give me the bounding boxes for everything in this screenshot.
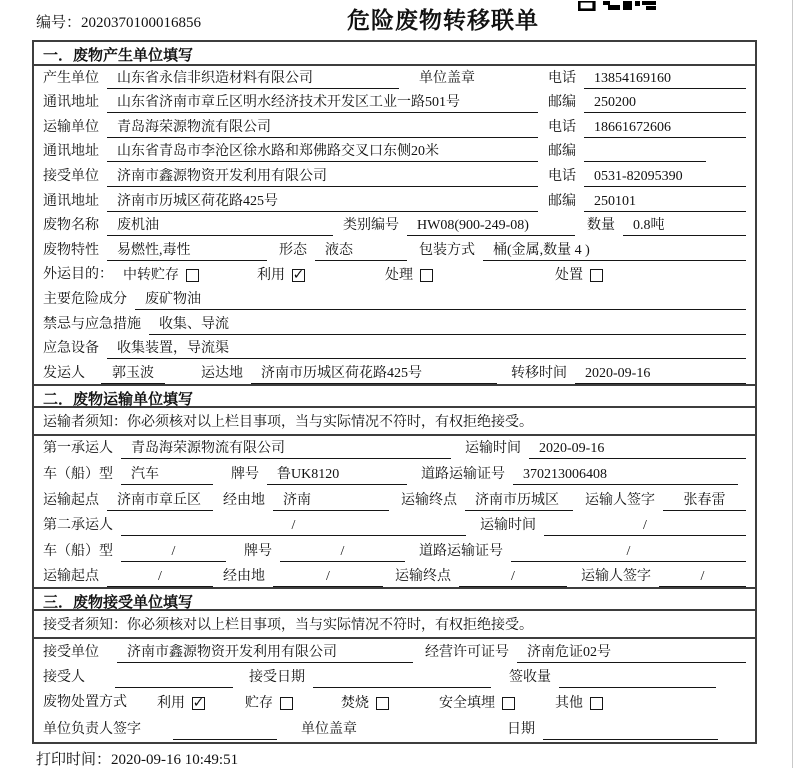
row-receiver-left: [43, 168, 548, 187]
row-first-route: [34, 487, 755, 513]
disposal-storage-checkbox: [280, 697, 293, 710]
second-carrier-sign-value: /: [659, 568, 746, 587]
disposal-option-other: [555, 695, 603, 712]
second-terminus-value: /: [459, 568, 567, 587]
row-waste-name: [34, 214, 755, 239]
shipper-value: 郭玉波: [101, 365, 165, 384]
document-number: [36, 11, 201, 32]
print-time: 打印时间：2020-09-16 10:49:51: [36, 752, 239, 768]
first-carrier-value: 青岛海荣源物流有限公司: [121, 440, 451, 459]
producer-value: 山东省永信非织造材料有限公司: [107, 70, 399, 89]
taboo-measures-label: 禁忌与应急措施: [43, 316, 141, 332]
row-accept-person: [34, 665, 755, 691]
second-via-value: /: [273, 568, 383, 587]
form-value: 液态: [315, 242, 407, 261]
disposal-incinerate-label: 焚烧: [341, 695, 369, 711]
waste-trait-label: 废物特性: [43, 242, 99, 258]
producer-zip-value: 250200: [584, 94, 746, 113]
row-producer-address-left: [43, 94, 548, 113]
row-waste-trait: [34, 238, 755, 263]
second-carrier-time-value: /: [544, 517, 746, 536]
first-carrier-label: 第一承运人: [43, 441, 113, 457]
purpose-dispose-label: 处置: [555, 267, 583, 283]
row-producer-left: [43, 70, 548, 89]
quantity-value: 0.8吨: [623, 217, 746, 236]
waste-name-label: 废物名称: [43, 218, 99, 234]
date-label: 日期: [507, 721, 535, 737]
row-taboo-measures: [34, 312, 755, 337]
business-permit-value: 济南危证02号: [517, 644, 746, 663]
unit-seal-label: 单位盖章: [419, 70, 475, 86]
transport-time-label: 运输时间: [480, 518, 536, 534]
row-second-carrier: [34, 513, 755, 539]
disposal-option-utilize: [157, 695, 205, 712]
second-carrier-value: /: [121, 517, 466, 536]
accept-date-value: [313, 670, 491, 688]
disposal-option-storage: [245, 695, 293, 712]
category-label: 类别编号: [343, 218, 399, 234]
disposal-method-label: 废物处置方式: [43, 694, 127, 710]
purpose-option-treat: [385, 267, 433, 284]
purpose-transfer-storage-label: 中转贮存: [123, 267, 179, 283]
quantity-label: 数量: [587, 218, 615, 234]
accept-person-value: [115, 670, 233, 688]
receiver-phone-value: 0531-82095390: [584, 168, 746, 187]
origin-label: 运输起点: [43, 492, 99, 508]
terminus-label: 运输终点: [395, 569, 451, 585]
origin-label: 运输起点: [43, 569, 99, 585]
first-plate-value: 鲁UK8120: [267, 466, 407, 485]
form-label: 形态: [279, 242, 307, 258]
row-receiver-address: [34, 189, 755, 214]
qr-code-fragment: [578, 0, 658, 10]
first-vehicle-type-value: 汽车: [121, 466, 213, 485]
producer-label: 产生单位: [43, 70, 99, 86]
row-receiver: [34, 164, 755, 189]
first-terminus-value: 济南市历城区: [465, 492, 573, 511]
road-permit-label: 道路运输证号: [421, 466, 505, 482]
receiver-phone-label: 电话: [548, 168, 576, 184]
terminus-label: 运输终点: [401, 492, 457, 508]
via-label: 经由地: [223, 569, 265, 585]
transporter-phone-label: 电话: [548, 119, 576, 135]
packaging-label: 包装方式: [419, 242, 475, 258]
row-hazard-component: [34, 287, 755, 312]
disposal-utilize-checkbox: [192, 694, 205, 711]
checkbox-mark: ✓: [292, 266, 305, 283]
hazard-component-value: 废矿物油: [135, 291, 746, 310]
disposal-option-landfill: [439, 695, 515, 712]
transporter-address-value: 山东省青岛市李沧区徐水路和郑佛路交叉口东侧20米: [107, 143, 538, 162]
taboo-measures-value: 收集、导流: [149, 316, 746, 335]
producer-phone-label: 电话: [548, 70, 576, 86]
transporter-address-label: 通讯地址: [43, 144, 99, 160]
purpose-treat-checkbox: [420, 269, 433, 282]
vehicle-type-label: 车（船）型: [43, 466, 113, 482]
producer-address-label: 通讯地址: [43, 95, 99, 111]
row-accept-unit: [34, 639, 755, 665]
row-transporter-left: [43, 119, 548, 138]
receipt-quantity-label: 签收量: [509, 670, 551, 686]
first-carrier-sign-value: 张春雷: [663, 492, 746, 511]
receiver-label: 接受单位: [43, 168, 99, 184]
receiver-address-label: 通讯地址: [43, 193, 99, 209]
category-value: HW08(900-249-08): [407, 217, 575, 236]
purpose-option-utilize: [257, 267, 305, 284]
destination-value: 济南市历城区荷花路425号: [251, 365, 497, 384]
row-second-route: [34, 564, 755, 590]
receipt-quantity-value: [559, 670, 716, 688]
document-number-value: 2020370100016856: [81, 15, 202, 31]
row-manager-sign: [34, 716, 755, 742]
second-carrier-label: 第二承运人: [43, 518, 113, 534]
disposal-other-checkbox: [590, 697, 603, 710]
transporter-zip-label: 邮编: [548, 144, 576, 160]
purpose-treat-label: 处理: [385, 267, 413, 283]
disposal-landfill-checkbox: [502, 697, 515, 710]
purpose-utilize-checkbox: [292, 266, 305, 283]
transporter-value: 青岛海荣源物流有限公司: [107, 119, 538, 138]
transporter-phone-value: 18661672606: [584, 119, 746, 138]
row-receiver-address-left: [43, 193, 548, 212]
receiver-value: 济南市鑫源物资开发利用有限公司: [107, 168, 538, 187]
receiver-address-value: 济南市历城区荷花路425号: [107, 193, 538, 212]
first-carrier-time-value: 2020-09-16: [529, 440, 746, 459]
page-title: 危险废物转移联单: [347, 8, 539, 33]
shipper-label: 发运人: [43, 365, 85, 381]
row-emergency-equipment: [34, 337, 755, 362]
first-via-value: 济南: [273, 492, 389, 511]
purpose-utilize-label: 利用: [257, 267, 285, 283]
accept-date-label: 接受日期: [249, 670, 305, 686]
transfer-time-value: 2020-09-16: [575, 365, 746, 384]
qr-code-icon: [578, 1, 658, 11]
carrier-sign-label: 运输人签字: [581, 569, 651, 585]
unit-seal-label: 单位盖章: [301, 721, 357, 737]
disposal-option-incinerate: [341, 695, 389, 712]
road-permit-label: 道路运输证号: [419, 543, 503, 559]
section2-title: 二．废物运输单位填写: [34, 384, 755, 408]
second-origin-value: /: [107, 568, 213, 587]
disposal-other-label: 其他: [555, 695, 583, 711]
accept-person-label: 接受人: [43, 670, 85, 686]
emergency-equipment-value: 收集装置，导流渠: [107, 340, 746, 359]
hazard-component-label: 主要危险成分: [43, 291, 127, 307]
packaging-value: 桶(金属,数量 4 ): [483, 242, 746, 261]
document-number-label: 编号：: [36, 15, 82, 31]
row-transporter-address-left: [43, 143, 548, 162]
row-transporter-address: [34, 140, 755, 165]
page-right-edge: [792, 0, 793, 768]
producer-phone-value: 13854169160: [584, 70, 746, 89]
section1-title: 一．废物产生单位填写: [34, 42, 755, 66]
second-road-permit-value: /: [511, 543, 746, 562]
waste-trait-value: 易燃性,毒性: [107, 242, 267, 261]
disposal-incinerate-checkbox: [376, 697, 389, 710]
disposal-storage-label: 贮存: [245, 695, 273, 711]
row-producer-address: [34, 91, 755, 116]
purpose-transfer-storage-checkbox: [186, 269, 199, 282]
producer-address-value: 山东省济南市章丘区明水经济技术开发区工业一路501号: [107, 94, 538, 113]
transporter-notice: 运输者须知：你必须核对以上栏目事项，当与实际情况不符时，有权拒绝接受。: [34, 408, 755, 436]
second-vehicle-type-value: /: [121, 543, 226, 562]
purpose-label: 外运目的：: [43, 266, 113, 282]
emergency-equipment-label: 应急设备: [43, 341, 99, 357]
row-producer: [34, 66, 755, 91]
second-plate-value: /: [280, 543, 405, 562]
vehicle-type-label: 车（船）型: [43, 543, 113, 559]
plate-label: 牌号: [231, 466, 259, 482]
purpose-dispose-checkbox: [590, 269, 603, 282]
disposal-utilize-label: 利用: [157, 695, 185, 711]
carrier-sign-label: 运输人签字: [585, 492, 655, 508]
manifest-form: [32, 40, 757, 744]
transporter-zip-value: [584, 144, 706, 162]
destination-label: 运达地: [201, 365, 243, 381]
row-second-vehicle: [34, 538, 755, 564]
purpose-option-dispose: [555, 267, 603, 284]
date-value: [543, 722, 718, 740]
transfer-time-label: 转移时间: [511, 365, 567, 381]
via-label: 经由地: [223, 492, 265, 508]
waste-name-value: 废机油: [107, 217, 333, 236]
transporter-label: 运输单位: [43, 119, 99, 135]
section3-title: 三．废物接受单位填写: [34, 587, 755, 611]
accept-unit-label: 接受单位: [43, 644, 99, 660]
plate-label: 牌号: [244, 543, 272, 559]
row-shipper: [34, 361, 755, 386]
producer-zip-label: 邮编: [548, 95, 576, 111]
first-origin-value: 济南市章丘区: [107, 492, 213, 511]
receiver-notice: 接受者须知：你必须核对以上栏目事项，当与实际情况不符时，有权拒绝接受。: [34, 611, 755, 639]
receiver-zip-label: 邮编: [548, 193, 576, 209]
transport-time-label: 运输时间: [465, 441, 521, 457]
row-transporter: [34, 115, 755, 140]
manager-sign-value: [173, 722, 277, 740]
business-permit-label: 经营许可证号: [425, 644, 509, 660]
receiver-zip-value: 250101: [584, 193, 746, 212]
row-disposal-method: [34, 690, 755, 716]
row-first-carrier: [34, 436, 755, 462]
first-road-permit-value: 370213006408: [513, 466, 738, 485]
accept-unit-value: 济南市鑫源物资开发利用有限公司: [117, 644, 413, 663]
row-transfer-purpose: [34, 263, 755, 288]
manager-sign-label: 单位负责人签字: [43, 721, 141, 737]
disposal-landfill-label: 安全填埋: [439, 695, 495, 711]
purpose-option-transfer-storage: [123, 267, 199, 284]
checkbox-mark: ✓: [192, 694, 205, 711]
row-first-vehicle: [34, 461, 755, 487]
